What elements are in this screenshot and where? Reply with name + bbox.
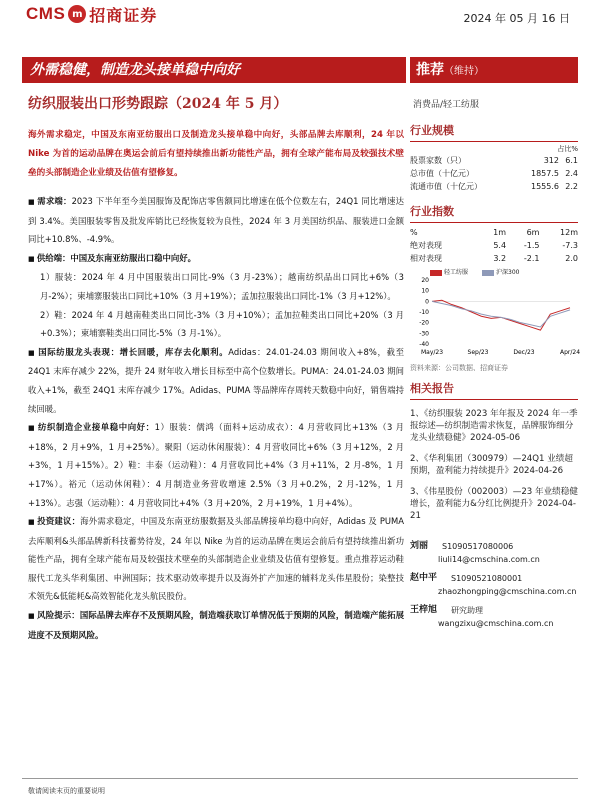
related-reports-section <box>410 380 578 531</box>
scale-row-value: 1857.5 <box>531 169 559 178</box>
supply-paragraph <box>28 249 404 269</box>
company-logo <box>26 2 157 26</box>
demand-text: 2023 下半年至今美国服饰及配饰店零售额同比增速在低个位数左右，24Q1 同比增速达到 3.4%。美国服装零售及批发库销比已经恢复较为良性，2024 年 3 月美国纺织品、服装进口金额同比+10.8%、-4.9%。 <box>28 196 405 245</box>
main-body <box>28 192 404 644</box>
demand-heading: 需求端： <box>37 196 72 206</box>
analysts-section <box>410 540 578 636</box>
scale-row-pct: 6.1 <box>565 156 578 165</box>
supply-text: 中国及东南亚纺服出口稳中向好。 <box>70 252 196 263</box>
index-col-header: 12m <box>560 228 578 237</box>
scale-row <box>410 180 578 193</box>
x-tick-label: Sep/23 <box>467 349 489 356</box>
scale-row <box>410 167 578 180</box>
logo-chinese: 招商证券 <box>89 5 158 25</box>
scale-row <box>410 154 578 167</box>
related-report-item[interactable]: 3、《伟星股份（002003）—23 年业绩稳健增长，盈利能力&分红比例提升》2024-04-21 <box>410 487 578 521</box>
maker-heading: 纺织制造企业接单稳中向好： <box>38 422 155 433</box>
invest-paragraph <box>28 512 404 606</box>
scale-unit: 占比% <box>557 145 578 153</box>
industry-scale-section <box>410 122 578 193</box>
risk-text: 国际品牌去库存不及预期风险，制造端获取订单情况低于预期的风险，制造端产能拓展进度不及预期风险。 <box>28 610 405 640</box>
legend-series-1 <box>430 267 468 276</box>
scale-row-label: 流通市值（十亿元） <box>410 182 482 191</box>
y-tick-label: -20 <box>419 319 429 327</box>
y-tick-label: 0 <box>425 298 429 306</box>
risk-paragraph <box>28 606 404 644</box>
scale-row-value: 1555.6 <box>531 182 559 191</box>
scale-table <box>410 154 578 193</box>
index-row <box>410 252 578 265</box>
page-header <box>0 0 600 40</box>
index-title: 行业指数 <box>410 203 578 223</box>
index-row <box>410 239 578 252</box>
related-list <box>410 408 578 522</box>
maker-paragraph <box>28 418 404 512</box>
legend-series-2 <box>482 267 519 276</box>
series-line-1 <box>432 300 570 330</box>
analyst-id: S1090517080006 <box>442 542 514 551</box>
x-tick-label: Dec/23 <box>513 349 535 356</box>
legend-label-1: 轻工纺服 <box>444 269 469 276</box>
y-tick-label: 20 <box>421 277 429 284</box>
analyst-name: 赵中平 <box>410 573 438 583</box>
index-row-label: 绝对表现 <box>410 241 442 250</box>
analyst-id: S1090521080001 <box>451 574 523 583</box>
analyst-card <box>410 572 578 598</box>
rating-label: 推荐 <box>416 62 444 78</box>
brand-paragraph <box>28 343 404 418</box>
scale-row-pct: 2.4 <box>565 169 578 178</box>
index-row-value: 2.0 <box>565 254 578 263</box>
supply-footwear: 2）鞋：2024 年 4 月越南鞋类出口同比-3%（3 月+10%）；孟加拉鞋类出口同比+20%（3 月+0.3%）；柬埔寨鞋类出口同比-5%（3 月-1%）。 <box>40 309 404 339</box>
y-tick-label: -30 <box>419 330 429 338</box>
report-date: 2024 年 05 月 16 日 <box>463 12 570 25</box>
analyst-name: 王梓旭 <box>410 605 438 615</box>
related-report-item[interactable]: 1、《纺织服装 2023 年年报及 2024 年一季报综述—纺织制造需求恢复，品牌服饰细分龙头业绩稳健》2024-05-06 <box>410 409 578 443</box>
x-tick-label: May/23 <box>420 349 444 356</box>
related-title: 相关报告 <box>410 380 578 400</box>
legend-swatch-1 <box>430 270 442 276</box>
chart-source: 资料来源：公司数据、招商证券 <box>410 364 508 372</box>
index-table <box>410 226 578 265</box>
y-tick-label: -10 <box>419 309 429 316</box>
legend-swatch-2 <box>482 270 494 276</box>
index-col-header: 1m <box>493 228 507 237</box>
report-subtitle: 纺织服装出口形势跟踪（2024 年 5 月） <box>28 96 288 112</box>
x-tick-label: Apr/24 <box>559 349 581 356</box>
scale-row-label: 总市值（十亿元） <box>410 169 474 178</box>
invest-heading: 投资建议： <box>37 516 81 527</box>
brand-text: Adidas：24.01-24.03 期间收入+8%，截至 24Q1 末库存减少 22%，提升 24 财年收入增长目标至中高个位数增长。PUMA：24.01-24.03 期间收入+1%，截至 24Q1 末库存减少 17%。Adidas、PUMA 等品牌库存周转天数稳中向好，销售端持续回暖。 <box>28 346 404 414</box>
index-col-header: % <box>410 228 418 237</box>
legend-label-2: 沪深300 <box>496 269 520 276</box>
analyst-card <box>410 540 578 566</box>
supply-apparel: 1）服装：2024 年 4 月中国服装出口同比-9%（3 月-23%）；越南纺织品出口同比+6%（3 月-2%）；柬埔寨服装出口同比+10%（3 月+19%）；孟加拉服装出口同比-1%（3 月+12%）。 <box>40 272 404 301</box>
index-row-value: 3.2 <box>493 254 507 263</box>
summary-paragraph: 海外需求稳定，中国及东南亚纺服出口及制造龙头接单稳中向好，头部品牌去库顺利，24 年以 Nike 为首的运动品牌在奥运会前后有望持续推出新功能性产品，拥有全球产能布局及较强技术壁垒的头部制造企业业绩及估值有望修复。 <box>28 130 404 178</box>
scale-row-pct: 2.2 <box>565 182 578 191</box>
analyst-name: 刘丽 <box>410 541 429 551</box>
scale-row-label: 股票家数（只） <box>410 156 466 165</box>
footer-divider <box>22 778 578 779</box>
index-row-value: 5.4 <box>493 241 507 250</box>
invest-text: 海外需求稳定，中国及东南亚纺服数据及头部品牌接单均稳中向好，Adidas 及 PUMA 去库顺利&头部品牌新科技蓄势待发，24 年以 Nike 为首的运动品牌在奥运会前后有望持续推出新功能性产品，拥有全球产能布局及较强技术壁垒的头部制造企业业绩及估值有望修复。重点推荐运动鞋服代工龙头华利集团、申洲国际；技术驱动效率提升以及海外扩产加速的辅料龙头伟星股份；染整技术领先&低能耗&高效智能化龙头航民股份。 <box>28 516 405 602</box>
index-row-value: -2.1 <box>523 254 540 263</box>
index-row-value: -7.3 <box>562 241 578 250</box>
sector-label: 消费品/轻工纺服 <box>413 100 480 110</box>
analyst-id: 研究助理 <box>451 606 484 615</box>
headline-bar: 外需稳健，制造龙头接单稳中向好 <box>22 57 406 83</box>
index-line-chart <box>410 276 581 358</box>
scale-title: 行业规模 <box>410 122 578 142</box>
risk-heading: 风险提示： <box>37 610 80 621</box>
footer-note: 敬请阅读末页的重要说明 <box>28 787 105 795</box>
supply-heading: 供给端： <box>36 252 71 263</box>
analyst-card <box>410 604 578 630</box>
index-col-header: 6m <box>526 228 540 237</box>
analyst-email[interactable]: liuli14@cmschina.com.cn <box>438 555 540 564</box>
y-tick-label: -40 <box>419 341 429 348</box>
demand-paragraph <box>28 192 404 249</box>
scale-row-value: 312 <box>543 156 559 165</box>
index-row-label: 相对表现 <box>410 254 442 263</box>
y-tick-label: 10 <box>421 287 429 295</box>
brand-heading: 国际纺服龙头表现：增长回暖，库存去化顺利。 <box>38 346 229 357</box>
logo-mark-icon: m <box>68 5 86 23</box>
analyst-email[interactable]: wangzixu@cmschina.com.cn <box>438 619 554 628</box>
analyst-email[interactable]: zhaozhongping@cmschina.com.cn <box>438 587 577 596</box>
rating-sub: （维持） <box>444 66 484 77</box>
maker-text: 1）服装：儒鸿（面料+运动成衣）：4 月营收同比+13%（3 月+18%，2 月+9%，1 月+25%）。聚阳（运动休闲服装）：4 月营收同比+6%（3 月+12%，2 月+3%，1 月+15%）。2）鞋：丰泰（运动鞋）：4 月营收同比+4%（3 月+11%，2 月-8%，1 月+17%）。裕元（运动休闲鞋）：4 月制造业务营收增速 2.5%（3 月+0.2%，2 月-12%，1 月+13%）。志强（运动鞋）：4 月营收同比+4%（3 月+20%，2 月+19%，1 月+4%）。 <box>28 422 405 508</box>
rating-bar <box>410 57 578 83</box>
related-report-item[interactable]: 2、《华利集团（300979）—24Q1 业绩超预期，盈利能力持续提升》2024-04-26 <box>410 454 573 476</box>
logo-latin: CMS <box>26 4 66 23</box>
chart-legend <box>410 267 578 276</box>
index-row-value: -1.5 <box>523 241 540 250</box>
industry-index-section <box>410 203 581 373</box>
